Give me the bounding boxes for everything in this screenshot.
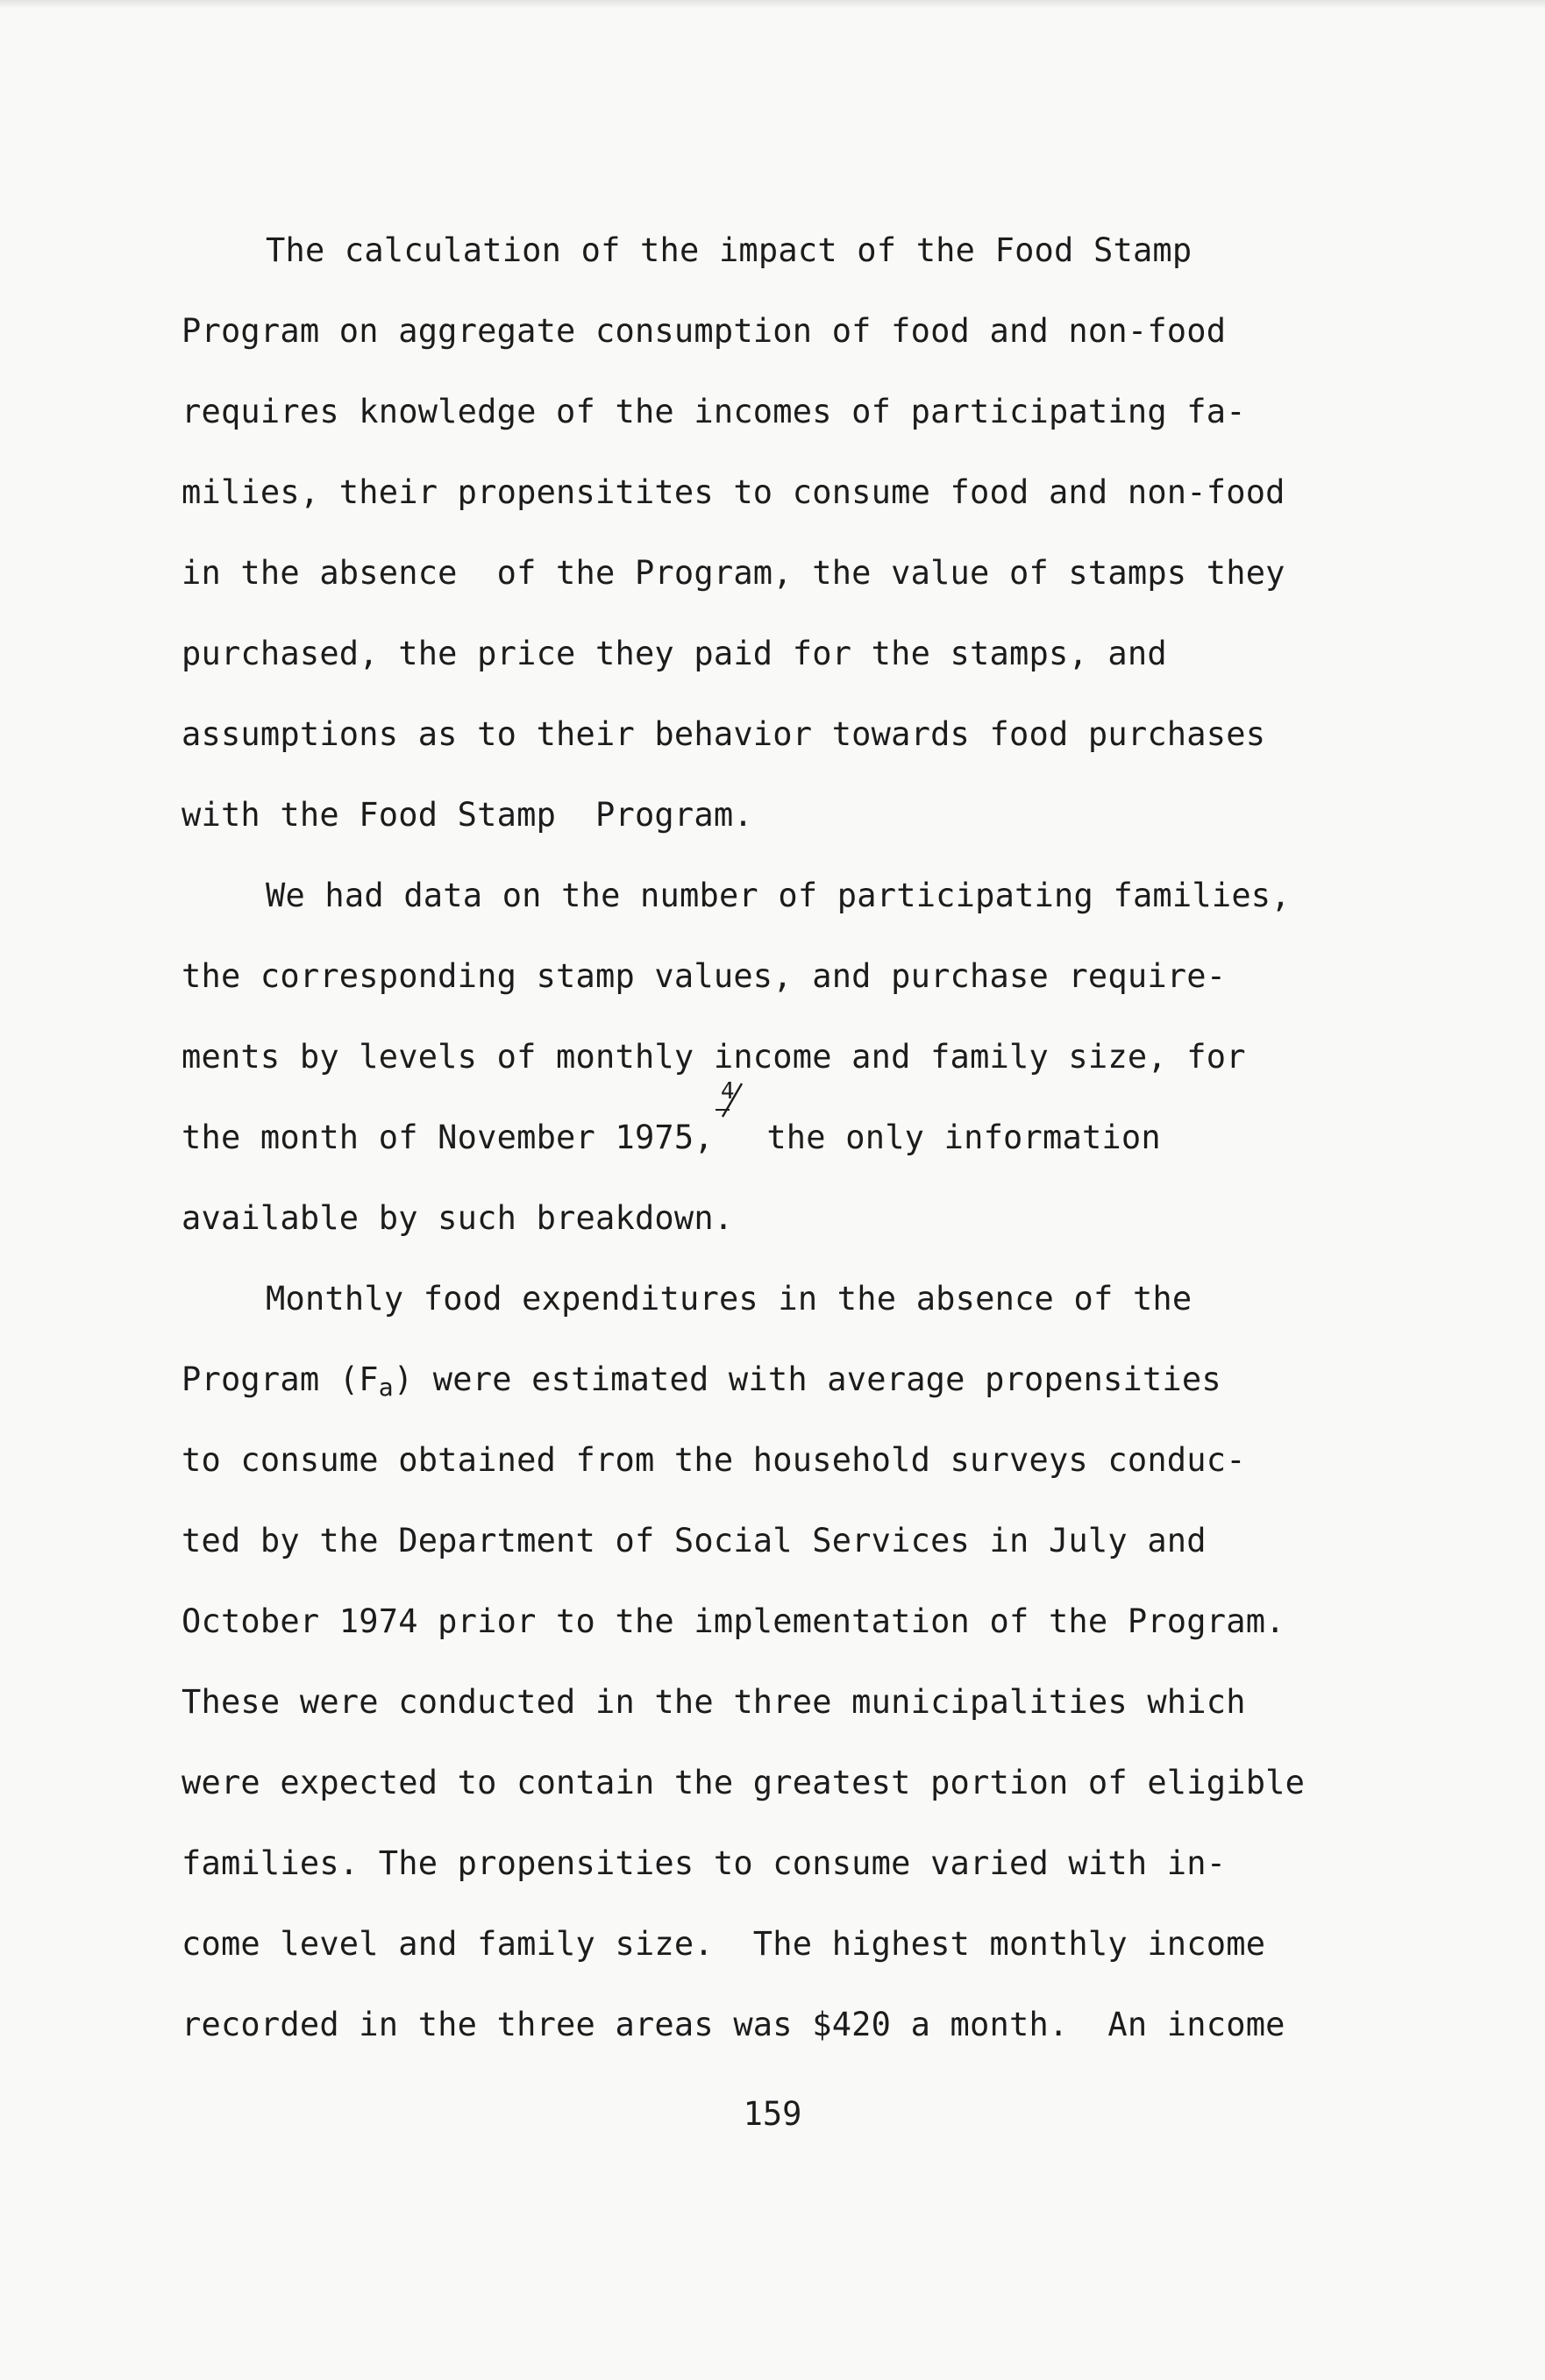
text-line: Program on aggregate consumption of food and non-food	[182, 312, 1227, 350]
text-line: available by such breakdown.	[182, 1199, 734, 1237]
text-line: ted by the Department of Social Services in July and	[182, 1522, 1207, 1559]
body-text	[182, 210, 1374, 2065]
text-line: These were conducted in the three municipalities which	[182, 1683, 1246, 1721]
text-line: purchased, the price they paid for the stamps, and	[182, 635, 1167, 672]
text-line: the corresponding stamp values, and purchase require-	[182, 957, 1227, 995]
text-line: requires knowledge of the incomes of participating fa-	[182, 393, 1246, 430]
text-segment: Program (F	[182, 1361, 379, 1398]
text-line: with the Food Stamp Program.	[182, 796, 753, 834]
page-number: 159	[743, 2095, 802, 2133]
text-segment: ) were estimated with average propensities	[393, 1361, 1221, 1398]
text-line: October 1974 prior to the implementation of the Program.	[182, 1602, 1285, 1640]
text-line: The calculation of the impact of the Food Stamp	[266, 231, 1193, 269]
text-line: come level and family size. The highest monthly income	[182, 1925, 1266, 1963]
text-line: recorded in the three areas was $420 a month. An income	[182, 2006, 1285, 2043]
footnote-number: 4	[720, 1078, 735, 1105]
text-segment: the only information	[746, 1119, 1161, 1156]
text-line: We had data on the number of participating families,	[266, 877, 1291, 914]
text-line-with-footnote	[182, 1078, 1374, 1178]
text-line: were expected to contain the greatest portion of eligible	[182, 1764, 1306, 1801]
footnote-slash-icon	[716, 1078, 745, 1120]
text-line: Monthly food expenditures in the absence of the	[266, 1280, 1193, 1318]
text-line: milies, their propensitites to consume food and non-food	[182, 473, 1285, 511]
text-line: ments by levels of monthly income and family size, for	[182, 1038, 1246, 1076]
footnote-marker	[714, 1078, 747, 1148]
text-line: to consume obtained from the household surveys conduc-	[182, 1441, 1246, 1479]
text-segment: the month of November 1975,	[182, 1119, 714, 1156]
text-line: assumptions as to their behavior towards food purchases	[182, 715, 1266, 753]
text-line-with-subscript	[182, 1339, 1374, 1420]
text-line: in the absence of the Program, the value of stamps they	[182, 554, 1285, 592]
text-line: families. The propensities to consume varied with in-	[182, 1844, 1227, 1882]
subscript: a	[378, 1373, 394, 1402]
